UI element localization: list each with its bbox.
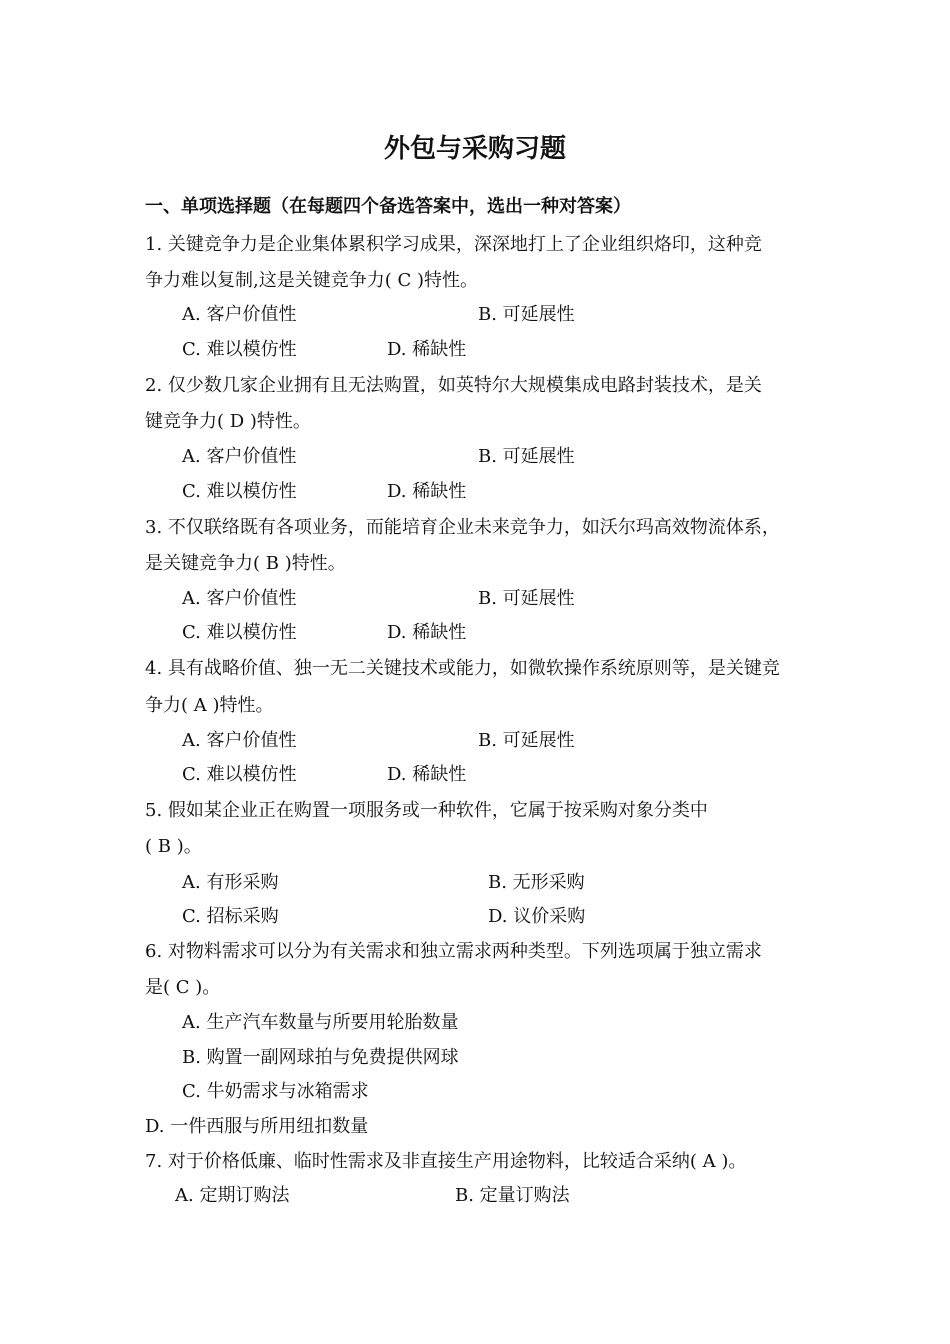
question-5-option-d: D. 议价采购 [488,906,586,927]
question-5-option-c: C. 招标采购 [182,906,279,927]
question-3-option-a: A. 客户价值性 [182,588,297,609]
question-2-option-a: A. 客户价值性 [182,446,297,467]
question-1-stem-line2: 争力难以复制,这是关键竞争力( C )特性。 [145,270,478,291]
question-4-option-d: D. 稀缺性 [387,764,467,785]
question-1-option-b: B. 可延展性 [478,304,575,325]
question-1-option-a: A. 客户价值性 [182,304,297,325]
question-4-option-c: C. 难以模仿性 [182,764,297,785]
question-6-option-d: D. 一件西服与所用纽扣数量 [145,1116,369,1137]
question-3-option-c: C. 难以模仿性 [182,622,297,643]
question-3-stem-line1: 3. 不仅联络既有各项业务，而能培育企业未来竞争力，如沃尔玛高效物流体系， [145,517,780,538]
question-4-option-a: A. 客户价值性 [182,730,297,751]
page-title: 外包与采购习题 [383,134,566,164]
question-3-option-d: D. 稀缺性 [387,622,467,643]
question-6-option-a: A. 生产汽车数量与所要用轮胎数量 [182,1012,459,1033]
question-3-stem-line2: 是关键竞争力( B )特性。 [145,553,346,574]
question-5-stem-line2: ( B )。 [145,836,202,857]
question-5-option-a: A. 有形采购 [182,872,279,893]
question-2-option-b: B. 可延展性 [478,446,575,467]
question-7-option-b: B. 定量订购法 [455,1185,570,1206]
question-2-option-d: D. 稀缺性 [387,481,467,502]
question-1-stem-line1: 1. 关键竞争力是企业集体累积学习成果，深深地打上了企业组织烙印，这种竞 [145,234,762,255]
question-6-stem-line2: 是( C )。 [145,977,221,998]
question-5-stem-line1: 5. 假如某企业正在购置一项服务或一种软件，它属于按采购对象分类中 [145,800,708,821]
question-5-option-b: B. 无形采购 [488,872,585,893]
question-4-option-b: B. 可延展性 [478,730,575,751]
question-2-stem-line1: 2. 仅少数几家企业拥有且无法购置，如英特尔大规模集成电路封装技术，是关 [145,375,762,396]
question-7-stem-line1: 7. 对于价格低廉、临时性需求及非直接生产用途物料，比较适合采纳( A )。 [145,1151,747,1172]
question-2-option-c: C. 难以模仿性 [182,481,297,502]
question-6-option-b: B. 购置一副网球拍与免费提供网球 [182,1047,459,1068]
question-4-stem-line2: 争力( A )特性。 [145,695,274,716]
question-4-stem-line1: 4. 具有战略价值、独一无二关键技术或能力，如微软操作系统原则等，是关键竞 [145,658,780,679]
question-1-option-d: D. 稀缺性 [387,339,467,360]
question-6-stem-line1: 6. 对物料需求可以分为有关需求和独立需求两种类型。下列选项属于独立需求 [145,941,762,962]
question-6-option-c: C. 牛奶需求与冰箱需求 [182,1081,369,1102]
question-1-option-c: C. 难以模仿性 [182,339,297,360]
question-7-option-a: A. 定期订购法 [175,1185,290,1206]
question-3-option-b: B. 可延展性 [478,588,575,609]
section-heading: 一、单项选择题（在每题四个备选答案中，选出一种对答案） [145,196,631,217]
question-2-stem-line2: 键竞争力( D )特性。 [145,411,311,432]
